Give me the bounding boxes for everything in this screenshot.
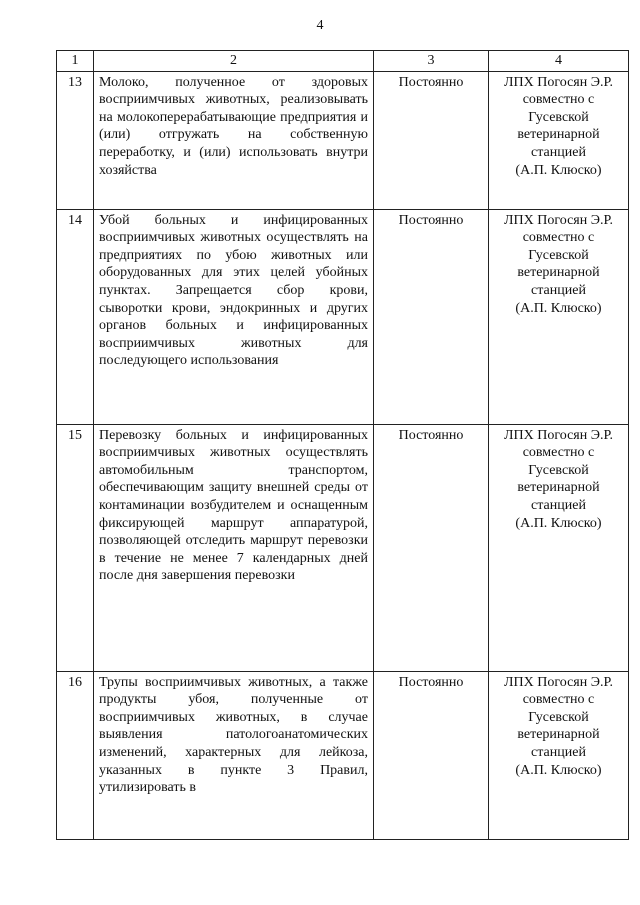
header-cell-1: 1: [57, 51, 94, 72]
table-row: [57, 671, 629, 839]
responsible-party: [489, 671, 629, 839]
responsible-line: ЛПХ Погосян Э.Р.: [504, 427, 613, 443]
header-cell-4: 4: [489, 51, 629, 72]
responsible-line: ЛПХ Погосян Э.Р.: [504, 674, 613, 690]
responsible-line: (А.П. Клюско): [515, 300, 602, 316]
responsible-line: совместно с: [522, 230, 595, 246]
responsible-line: (А.П. Клюско): [515, 762, 602, 778]
responsible-line: совместно с: [522, 692, 595, 708]
measure-period: Постоянно: [374, 209, 489, 424]
responsible-party: [489, 71, 629, 209]
responsible-line: ЛПХ Погосян Э.Р.: [504, 74, 613, 90]
measure-description: Перевозку больных и инфицированных восприимчивых животных осуществлять автомобильным транспортом, обеспечивающим защиту внешней среды от контаминации возбудителем и оснащенным фиксирующей маршрут аппаратурой, позволяющей отследить маршрут перевозки в течение не менее 7 календарных дней после дня завершения перевозки: [94, 424, 374, 671]
measures-table: [56, 50, 629, 840]
responsible-line: ветеринарной станцией: [517, 265, 600, 298]
measure-description: Молоко, полученное от здоровых восприимчивых животных, реализовывать на молокоперерабатывающие предприятия и (или) отгружать на собственную переработку, и (или) использовать внутри хозяйства: [94, 71, 374, 209]
responsible-line: Гусевской: [528, 709, 589, 725]
row-number: 16: [57, 671, 94, 839]
responsible-party: [489, 209, 629, 424]
responsible-line: совместно с: [522, 445, 595, 461]
table-row: [57, 424, 629, 671]
table-row: [57, 209, 629, 424]
page-number: 4: [316, 18, 324, 33]
responsible-line: Гусевской: [528, 109, 589, 125]
measure-period: Постоянно: [374, 671, 489, 839]
responsible-line: (А.П. Клюско): [515, 162, 602, 178]
row-number: 15: [57, 424, 94, 671]
measure-description: Трупы восприимчивых животных, а также продукты убоя, полученные от восприимчивых животных, в случае выявления патологоанатомических изменений, характерных для лейкоза, указанных в пункте 3 Правил, утилизировать в: [94, 671, 374, 839]
responsible-line: Гусевской: [528, 247, 589, 263]
row-number: 13: [57, 71, 94, 209]
header-cell-3: 3: [374, 51, 489, 72]
measure-description: Убой больных и инфицированных восприимчивых животных осуществлять на предприятиях по убою животных или оборудованных для этих целей убойных пунктах. Запрещается сбор крови, сыворотки крови, эндокринных и других органов больных и инфицированных восприимчивых животных для последующего использования: [94, 209, 374, 424]
responsible-line: ЛПХ Погосян Э.Р.: [504, 212, 613, 228]
responsible-line: ветеринарной станцией: [517, 127, 600, 160]
measure-period: Постоянно: [374, 424, 489, 671]
table-header-row: [57, 51, 629, 72]
measure-period: Постоянно: [374, 71, 489, 209]
header-cell-2: 2: [94, 51, 374, 72]
responsible-line: ветеринарной станцией: [517, 727, 600, 760]
row-number: 14: [57, 209, 94, 424]
responsible-party: [489, 424, 629, 671]
table-row: [57, 71, 629, 209]
responsible-line: ветеринарной станцией: [517, 480, 600, 513]
responsible-line: совместно с: [522, 92, 595, 108]
responsible-line: (А.П. Клюско): [515, 515, 602, 531]
responsible-line: Гусевской: [528, 462, 589, 478]
